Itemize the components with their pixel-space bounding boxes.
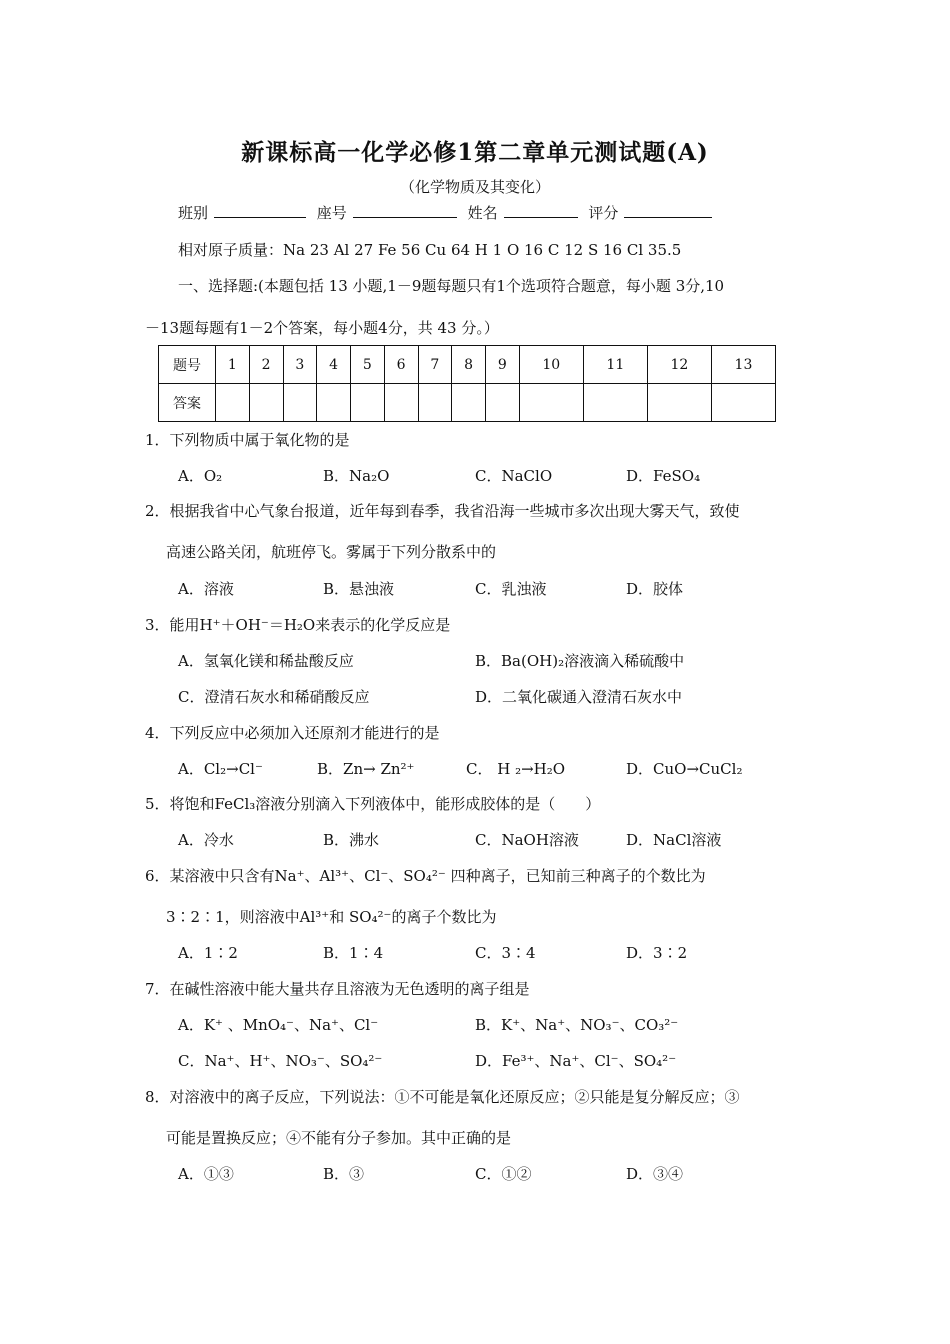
table-cell-number: 2 — [249, 346, 283, 384]
question-6-option-a: A．1∶2 — [178, 944, 238, 962]
page-title: 新课标高一化学必修1第二章单元测试题(A) — [241, 139, 709, 166]
table-cell-number: 3 — [283, 346, 317, 384]
question-2-option-a: A．溶液 — [178, 580, 234, 598]
question-2-stem-cont: 高速公路关闭，航班停飞。雾属于下列分散系中的 — [166, 543, 497, 561]
answer-cell[interactable] — [216, 384, 250, 422]
name-blank — [504, 202, 578, 218]
table-cell-number: 10 — [519, 346, 583, 384]
question-1-option-d: D．FeSO₄ — [626, 467, 701, 485]
question-5-option-c: C．NaOH溶液 — [475, 831, 579, 849]
question-7-option-b: B．K⁺、Na⁺、NO₃⁻、CO₃²⁻ — [475, 1016, 679, 1034]
question-8-option-b: B．③ — [323, 1165, 365, 1183]
section-1-heading: 一、选择题:(本题包括 13 小题,1－9题每题只有1个选项符合题意，每小题 3分,10 — [178, 277, 725, 295]
score-label: 评分 — [588, 204, 619, 222]
question-4-option-d: D．CuO→CuCl₂ — [626, 760, 743, 778]
table-cell-number: 11 — [583, 346, 647, 384]
question-4-stem: 4．下列反应中必须加入还原剂才能进行的是 — [145, 724, 440, 742]
question-1-option-a: A．O₂ — [178, 467, 223, 485]
question-5-option-a: A．冷水 — [178, 831, 234, 849]
atomic-mass-line: 相对原子质量：Na 23 Al 27 Fe 56 Cu 64 H 1 O 16 C 12 S 16 Cl 35.5 — [178, 241, 682, 259]
question-2-option-d: D．胶体 — [626, 580, 684, 598]
question-4-option-b: B．Zn→ Zn²⁺ — [317, 760, 415, 778]
table-cell-number: 12 — [647, 346, 711, 384]
section-1-heading-cont: －13题每题有1－2个答案，每小题4分，共 43 分。） — [145, 319, 499, 337]
seat-blank — [353, 202, 457, 218]
question-3-option-d: D．二氧化碳通入澄清石灰水中 — [475, 688, 683, 706]
table-header-number: 题号 — [159, 346, 216, 384]
class-label: 班别 — [178, 204, 209, 222]
class-blank — [214, 202, 306, 218]
table-cell-number: 7 — [418, 346, 452, 384]
question-2-option-b: B．悬浊液 — [323, 580, 395, 598]
question-8-option-c: C．①② — [475, 1165, 532, 1183]
question-4-option-c: C． H ₂→H₂O — [466, 760, 566, 778]
table-cell-number: 6 — [384, 346, 418, 384]
question-6-option-c: C．3∶4 — [475, 944, 536, 962]
question-6-stem-cont: 3∶2∶1，则溶液中Al³⁺和 SO₄²⁻的离子个数比为 — [166, 908, 497, 926]
question-3-option-a: A．氢氧化镁和稀盐酸反应 — [178, 652, 354, 670]
question-6-stem: 6．某溶液中只含有Na⁺、Al³⁺、Cl⁻、SO₄²⁻ 四种离子，已知前三种离子的个数比为 — [145, 867, 706, 885]
table-cell-number: 9 — [486, 346, 520, 384]
question-8-option-a: A．①③ — [178, 1165, 234, 1183]
answer-cell[interactable] — [249, 384, 283, 422]
page-subtitle: （化学物质及其变化） — [399, 178, 550, 196]
question-7-stem: 7．在碱性溶液中能大量共存且溶液为无色透明的离子组是 — [145, 980, 530, 998]
question-8-stem: 8．对溶液中的离子反应，下列说法：①不可能是氧化还原反应；②只能是复分解反应；③ — [145, 1088, 740, 1106]
question-7-option-a: A．K⁺ 、MnO₄⁻、Na⁺、Cl⁻ — [178, 1016, 379, 1034]
table-cell-number: 13 — [711, 346, 775, 384]
question-7-option-c: C．Na⁺、H⁺、NO₃⁻、SO₄²⁻ — [178, 1052, 383, 1070]
question-3-option-b: B．Ba(OH)₂溶液滴入稀硫酸中 — [475, 652, 685, 670]
answer-cell[interactable] — [583, 384, 647, 422]
seat-label: 座号 — [316, 204, 347, 222]
question-2-stem: 2．根据我省中心气象台报道，近年每到春季，我省沿海一些城市多次出现大雾天气，致使 — [145, 502, 740, 520]
question-6-option-d: D．3∶2 — [626, 944, 688, 962]
question-3-option-c: C．澄清石灰水和稀硝酸反应 — [178, 688, 370, 706]
student-info-line — [178, 202, 718, 223]
score-blank — [624, 202, 712, 218]
answer-cell[interactable] — [486, 384, 520, 422]
answer-cell[interactable] — [384, 384, 418, 422]
table-header-answer: 答案 — [159, 384, 216, 422]
name-label: 姓名 — [467, 204, 498, 222]
table-cell-number: 5 — [351, 346, 385, 384]
table-row-numbers — [159, 346, 776, 384]
question-4-option-a: A．Cl₂→Cl⁻ — [178, 760, 263, 778]
question-8-stem-cont: 可能是置换反应；④不能有分子参加。其中正确的是 — [166, 1129, 512, 1147]
question-6-option-b: B．1∶4 — [323, 944, 384, 962]
answer-cell[interactable] — [351, 384, 385, 422]
question-5-stem: 5．将饱和FeCl₃溶液分别滴入下列液体中，能形成胶体的是（ ） — [145, 795, 601, 813]
table-cell-number: 1 — [216, 346, 250, 384]
table-cell-number: 8 — [452, 346, 486, 384]
answer-cell[interactable] — [283, 384, 317, 422]
answer-cell[interactable] — [647, 384, 711, 422]
answer-cell[interactable] — [418, 384, 452, 422]
answer-cell[interactable] — [452, 384, 486, 422]
question-1-option-b: B．Na₂O — [323, 467, 390, 485]
question-7-option-d: D．Fe³⁺、Na⁺、Cl⁻、SO₄²⁻ — [475, 1052, 677, 1070]
question-5-option-d: D．NaCl溶液 — [626, 831, 722, 849]
answer-cell[interactable] — [711, 384, 775, 422]
table-row-answers — [159, 384, 776, 422]
answer-table — [158, 345, 776, 422]
question-1-option-c: C．NaClO — [475, 467, 553, 485]
question-5-option-b: B．沸水 — [323, 831, 380, 849]
answer-cell[interactable] — [317, 384, 351, 422]
question-3-stem: 3．能用H⁺＋OH⁻＝H₂O来表示的化学反应是 — [145, 616, 451, 634]
answer-cell[interactable] — [519, 384, 583, 422]
table-cell-number: 4 — [317, 346, 351, 384]
question-1-stem: 1．下列物质中属于氧化物的是 — [145, 431, 350, 449]
question-8-option-d: D．③④ — [626, 1165, 684, 1183]
question-2-option-c: C．乳浊液 — [475, 580, 547, 598]
